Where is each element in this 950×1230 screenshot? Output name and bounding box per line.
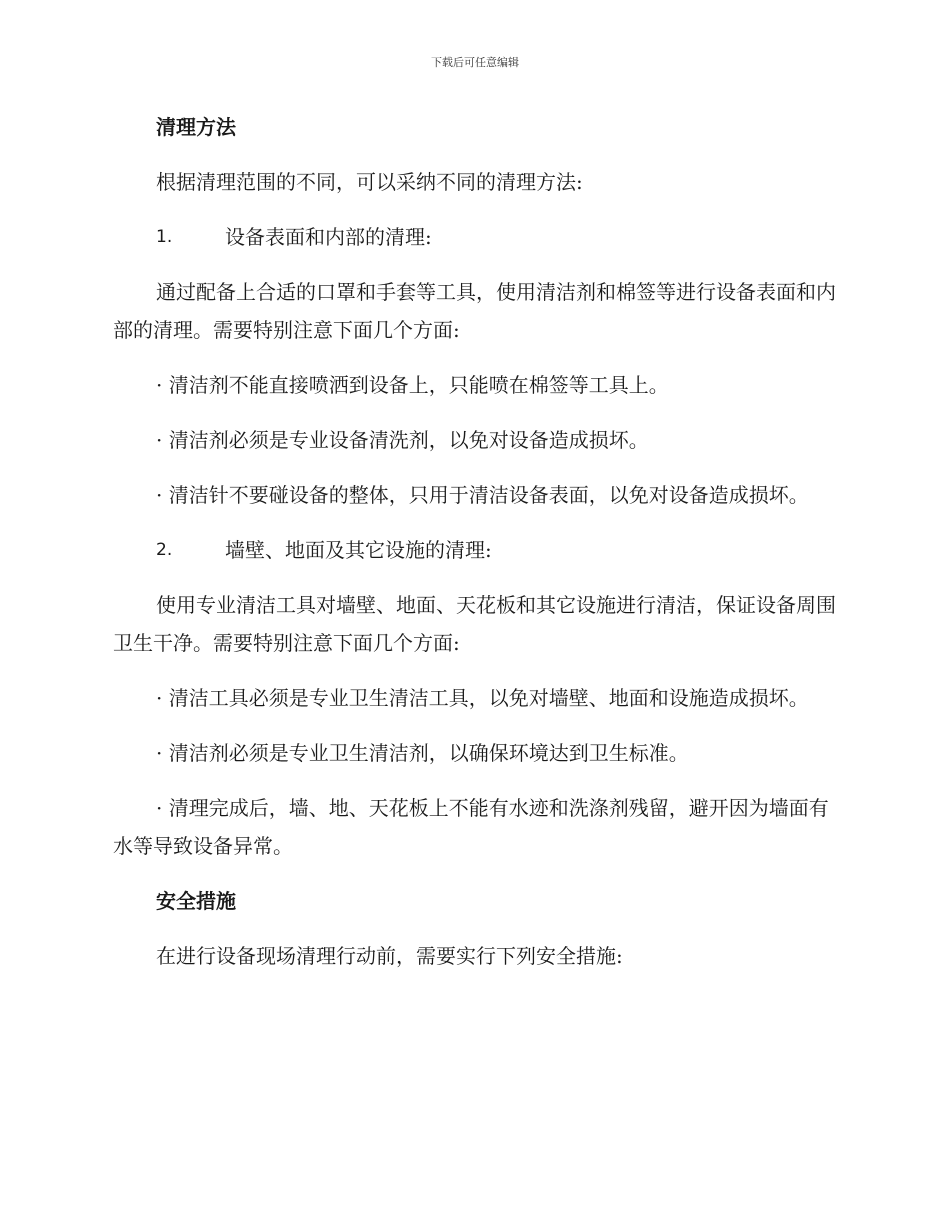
bullet-item: · 清洁工具必须是专业卫生清洁工具，以免对墙壁、地面和设施造成损坏。 (156, 686, 809, 710)
document-body (113, 108, 838, 992)
item-label: 设备表面和内部的清理: (225, 225, 432, 249)
numbered-item-1 (113, 218, 838, 256)
section-heading-safety-measures: 安全措施 (156, 889, 236, 913)
paragraph-item2-desc: 使用专业清洁工具对墙壁、地面、天花板和其它设施进行清洁，保证设备周围卫生干净。需要特别注意下面几个方面: (113, 593, 836, 655)
bullet-item: · 清洁针不要碰设备的整体，只用于清洁设备表面，以免对设备造成损坏。 (156, 483, 809, 507)
item-number: 2. (156, 540, 173, 560)
item-number: 1. (156, 227, 173, 247)
paragraph-item1-desc: 通过配备上合适的口罩和手套等工具，使用清洁剂和棉签等进行设备表面和内部的清理。需要特别注意下面几个方面: (113, 280, 836, 342)
bullet-item: · 清洁剂不能直接喷洒到设备上，只能喷在棉签等工具上。 (156, 373, 669, 397)
numbered-item-2 (113, 531, 838, 569)
paragraph-safety-intro: 在进行设备现场清理行动前，需要实行下列安全措施: (156, 944, 623, 968)
section-heading-cleaning-methods: 清理方法 (156, 115, 236, 139)
bullet-item: · 清理完成后，墙、地、天花板上不能有水迹和洗涤剂残留，避开因为墙面有水等导致设备异常。 (113, 796, 829, 858)
bullet-item: · 清洁剂必须是专业设备清洗剂，以免对设备造成损坏。 (156, 428, 649, 452)
paragraph-intro: 根据清理范围的不同，可以采纳不同的清理方法: (156, 170, 583, 194)
page-header: 下载后可任意编辑 (431, 56, 519, 69)
bullet-item: · 清洁剂必须是专业卫生清洁剂，以确保环境达到卫生标准。 (156, 741, 689, 765)
item-label: 墙壁、地面及其它设施的清理: (225, 538, 492, 562)
